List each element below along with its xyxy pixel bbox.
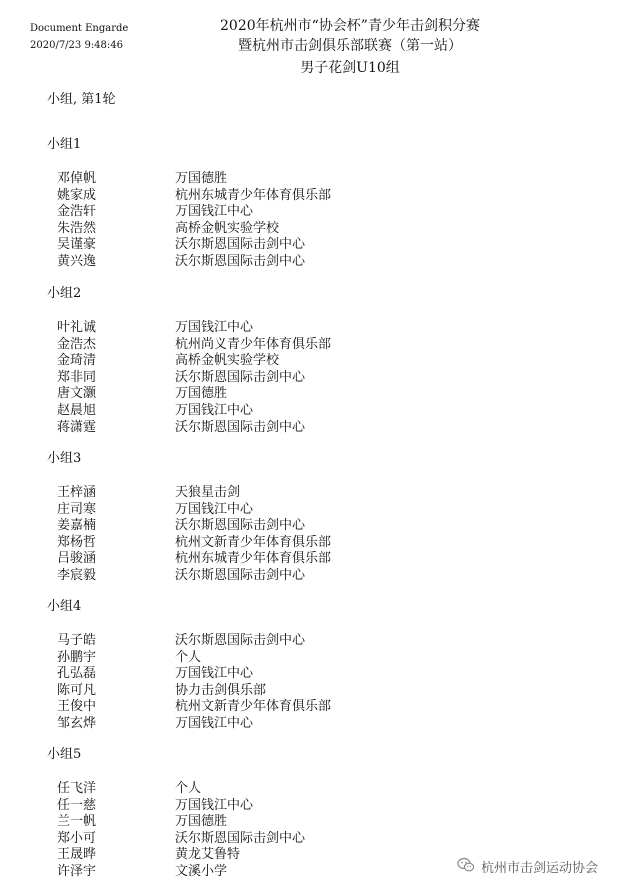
fencer-name: 兰一帆 xyxy=(57,814,97,830)
wechat-icon xyxy=(457,857,475,873)
fencer-row xyxy=(0,402,638,419)
fencer-row xyxy=(0,253,638,270)
fencer-club: 万国钱江中心 xyxy=(175,716,254,731)
fencer-club: 万国德胜 xyxy=(175,814,228,830)
fencer-name: 马子皓 xyxy=(57,633,97,648)
pool-title: 小组4 xyxy=(47,599,82,614)
competition-title: 2020年杭州市“协会杯”青少年击剑积分赛 xyxy=(220,18,480,34)
event-category: 男子花剑U10组 xyxy=(300,60,400,76)
fencer-name: 黄兴逸 xyxy=(57,254,97,269)
watermark-text: 杭州市击剑运动协会 xyxy=(481,861,599,876)
fencer-name: 朱浩然 xyxy=(57,220,97,236)
software-name: Document Engarde xyxy=(30,23,129,34)
fencer-club: 个人 xyxy=(175,781,202,796)
fencer-row xyxy=(0,419,638,436)
fencer-club: 沃尔斯恩国际击剑中心 xyxy=(175,419,306,435)
fencer-row xyxy=(0,715,638,732)
fencer-row xyxy=(0,830,638,847)
fencer-name: 任飞洋 xyxy=(57,781,97,796)
fencer-club: 高桥金帆实验学校 xyxy=(175,353,280,369)
fencer-club: 天狼星击剑 xyxy=(175,485,241,500)
fencer-club: 万国钱江中心 xyxy=(175,204,254,220)
fencer-row xyxy=(0,369,638,386)
fencer-row xyxy=(0,517,638,534)
fencer-name: 唐文灏 xyxy=(57,386,97,402)
fencer-club: 万国德胜 xyxy=(175,386,228,402)
fencer-name: 赵晨旭 xyxy=(57,403,97,418)
fencer-row xyxy=(0,813,638,830)
fencer-club: 个人 xyxy=(175,649,202,665)
fencer-club: 万国钱江中心 xyxy=(175,403,254,418)
fencer-name: 吕骏涵 xyxy=(57,551,97,567)
fencer-name: 王晟晔 xyxy=(57,847,97,863)
pool-title: 小组5 xyxy=(47,747,82,762)
fencer-row xyxy=(0,698,638,715)
fencer-name: 李宸毅 xyxy=(57,568,97,583)
fencer-club: 沃尔斯恩国际击剑中心 xyxy=(175,633,306,648)
fencer-row xyxy=(0,220,638,237)
fencer-name: 邹玄烨 xyxy=(57,716,97,731)
fencer-row xyxy=(0,203,638,220)
fencer-row xyxy=(0,780,638,797)
fencer-name: 王梓涵 xyxy=(57,485,97,500)
competition-subtitle: 暨杭州市击剑俱乐部联赛（第一站） xyxy=(238,38,462,54)
fencer-row xyxy=(0,385,638,402)
round-title: 小组, 第1轮 xyxy=(47,92,116,107)
fencer-club: 沃尔斯恩国际击剑中心 xyxy=(175,369,306,385)
fencer-club: 黄龙艾鲁特 xyxy=(175,847,241,863)
fencer-name: 吴谨豪 xyxy=(57,237,97,253)
fencer-row xyxy=(0,682,638,699)
fencer-name: 孙鹏宇 xyxy=(57,649,97,665)
fencer-club: 万国德胜 xyxy=(175,171,228,186)
fencer-row xyxy=(0,336,638,353)
fencer-name: 邓倬帆 xyxy=(57,171,97,186)
fencer-name: 郑非同 xyxy=(57,369,97,385)
fencer-name: 许泽宇 xyxy=(57,864,97,879)
fencer-club: 沃尔斯恩国际击剑中心 xyxy=(175,830,306,846)
account-watermark xyxy=(457,856,627,876)
fencer-name: 王俊中 xyxy=(57,699,97,715)
fencer-name: 金浩杰 xyxy=(57,336,97,352)
fencer-row xyxy=(0,665,638,682)
fencer-name: 蒋潇霆 xyxy=(57,419,97,435)
print-timestamp: 2020/7/23 9:48:46 xyxy=(30,40,124,51)
fencer-name: 任一慈 xyxy=(57,797,97,813)
fencer-club: 杭州东城青少年体育俱乐部 xyxy=(175,551,332,567)
fencer-name: 郑小可 xyxy=(57,830,97,846)
fencer-row xyxy=(0,550,638,567)
fencer-club: 万国钱江中心 xyxy=(175,320,254,335)
fencer-name: 陈可凡 xyxy=(57,682,97,698)
fencer-name: 庄司寒 xyxy=(57,501,97,517)
fencer-row xyxy=(0,484,638,501)
fencer-row xyxy=(0,797,638,814)
fencer-row xyxy=(0,567,638,584)
fencer-club: 沃尔斯恩国际击剑中心 xyxy=(175,254,306,269)
fencer-row xyxy=(0,534,638,551)
fencer-row xyxy=(0,632,638,649)
fencer-club: 协力击剑俱乐部 xyxy=(175,682,267,698)
fencer-row xyxy=(0,170,638,187)
fencer-club: 万国钱江中心 xyxy=(175,666,254,682)
fencer-club: 杭州文新青少年体育俱乐部 xyxy=(175,699,332,715)
fencer-club: 高桥金帆实验学校 xyxy=(175,220,280,236)
fencer-row xyxy=(0,236,638,253)
fencer-row xyxy=(0,352,638,369)
pool-title: 小组2 xyxy=(47,286,82,301)
fencer-club: 沃尔斯恩国际击剑中心 xyxy=(175,518,306,534)
fencer-name: 金琦清 xyxy=(57,353,97,369)
pool-title: 小组1 xyxy=(47,137,82,152)
fencer-name: 郑杨哲 xyxy=(57,534,97,550)
fencer-row xyxy=(0,319,638,336)
fencer-row xyxy=(0,501,638,518)
fencer-club: 万国钱江中心 xyxy=(175,501,254,517)
fencer-name: 姜嘉楠 xyxy=(57,518,97,534)
fencer-club: 杭州尚义青少年体育俱乐部 xyxy=(175,336,332,352)
fencer-name: 金浩轩 xyxy=(57,204,97,220)
fencer-row xyxy=(0,187,638,204)
fencer-row xyxy=(0,649,638,666)
fencer-club: 万国钱江中心 xyxy=(175,797,254,813)
fencer-club: 杭州文新青少年体育俱乐部 xyxy=(175,534,332,550)
fencer-name: 叶礼诚 xyxy=(57,320,97,335)
fencer-name: 姚家成 xyxy=(57,187,97,203)
fencer-club: 文溪小学 xyxy=(175,864,228,879)
fencer-name: 孔弘磊 xyxy=(57,666,97,682)
fencer-club: 沃尔斯恩国际击剑中心 xyxy=(175,568,306,583)
fencer-club: 杭州东城青少年体育俱乐部 xyxy=(175,187,332,203)
fencer-club: 沃尔斯恩国际击剑中心 xyxy=(175,237,306,253)
pool-title: 小组3 xyxy=(47,451,82,466)
